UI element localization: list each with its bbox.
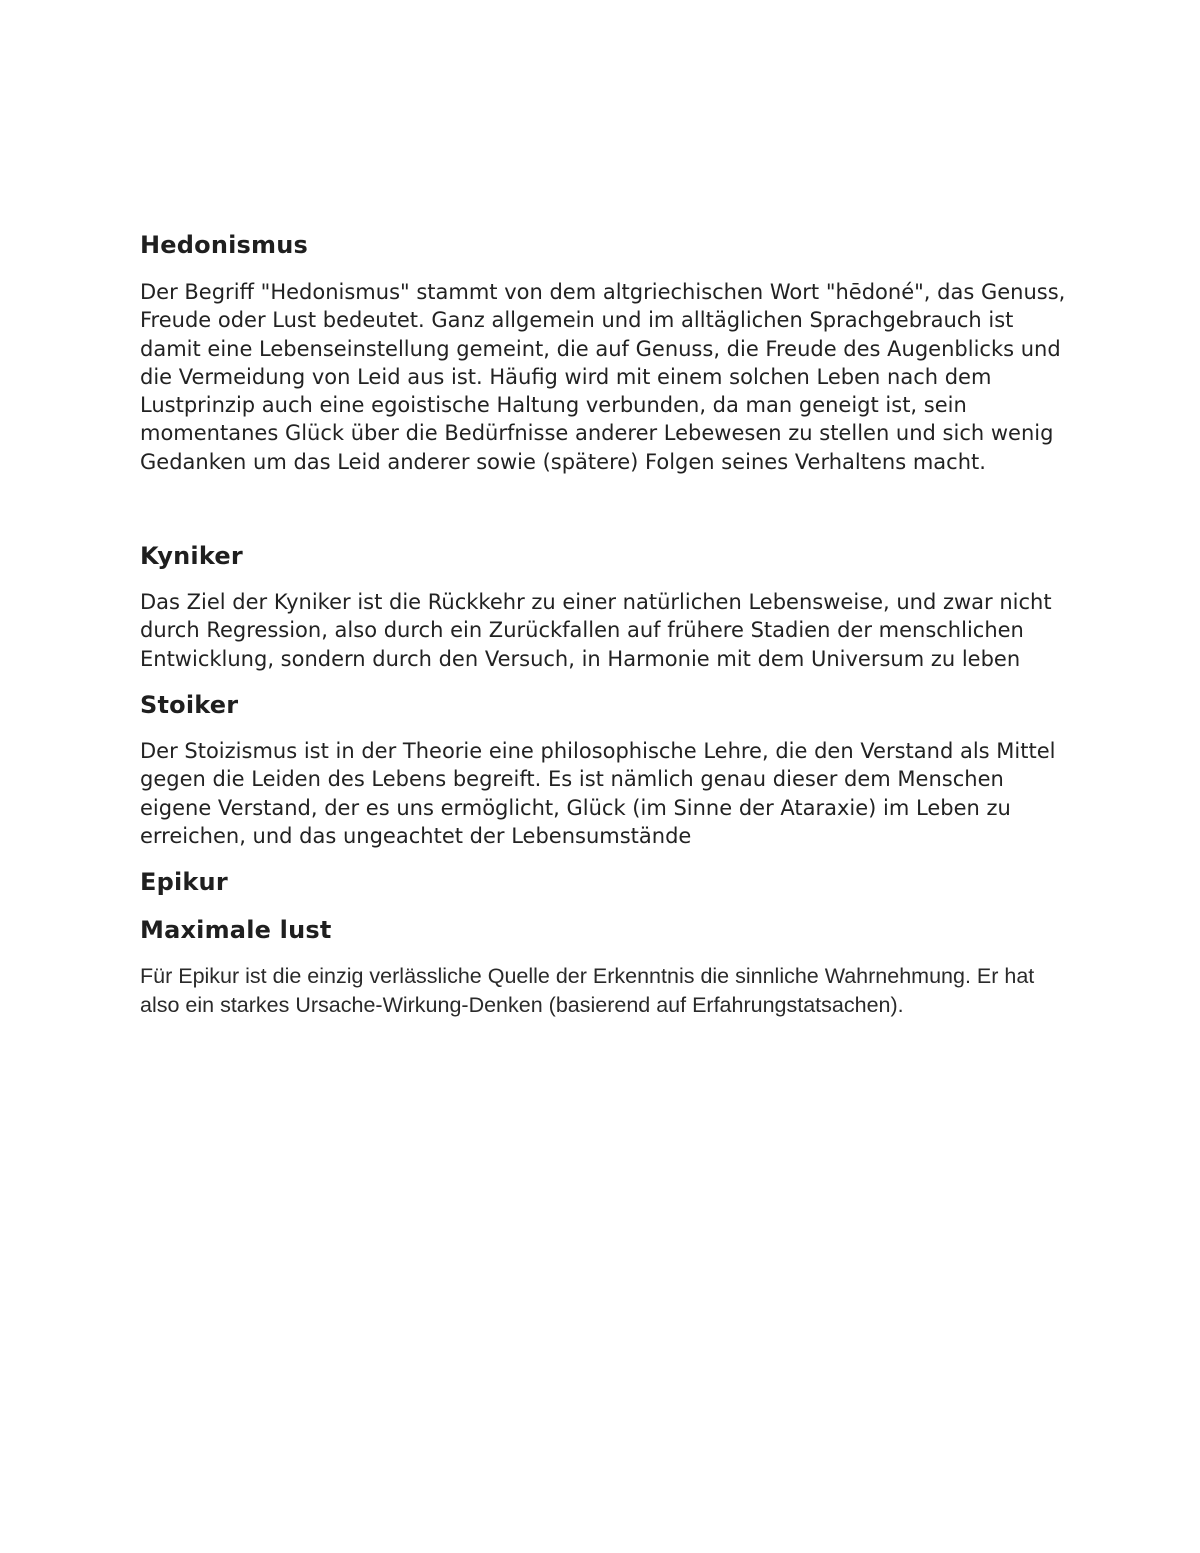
section-stoiker	[140, 688, 1070, 850]
subheading-maximale-lust: Maximale lust	[140, 916, 332, 945]
paragraph-epikur: Für Epikur ist die einzig verlässliche Quelle der Erkenntnis die sinnliche Wahrnehmung. Er hat also ein starkes Ursache-Wirkung-Denken (basierend auf Erfahrungstatsachen).	[140, 964, 1035, 1017]
heading-epikur: Epikur	[140, 868, 228, 897]
heading-kyniker: Kyniker	[140, 542, 243, 571]
section-epikur	[140, 865, 1070, 1019]
section-kyniker	[140, 539, 1070, 673]
section-hedonismus	[140, 228, 1070, 476]
paragraph-hedonismus: Der Begriff "Hedonismus" stammt von dem altgriechischen Wort "hēdoné", das Genuss, Freude oder Lust bedeutet. Ganz allgemein und im alltäglichen Sprachgebrauch ist damit eine Lebenseinstellung gemeint, die auf Genuss, die Freude des Augenblicks und die Vermeidung von Leid aus ist. Häufig wird mit einem solchen Leben nach dem Lustprinzip auch eine egoistische Haltung verbunden, da man geneigt ist, sein momentanes Glück über die Bedürfnisse anderer Lebewesen zu stellen und sich wenig Gedanken um das Leid anderer sowie (spätere) Folgen seines Verhaltens macht.	[140, 280, 1066, 474]
heading-hedonismus: Hedonismus	[140, 231, 309, 259]
document-content	[140, 228, 1070, 1019]
paragraph-kyniker: Das Ziel der Kyniker ist die Rückkehr zu einer natürlichen Lebensweise, und zwar nicht durch Regression, also durch ein Zurückfallen auf frühere Stadien der menschlichen Entwicklung, sondern durch den Versuch, in Harmonie mit dem Universum zu leben	[140, 590, 1052, 671]
heading-stoiker: Stoiker	[140, 690, 239, 719]
paragraph-stoiker: Der Stoizismus ist in der Theorie eine philosophische Lehre, die den Verstand als Mittel gegen die Leiden des Lebens begreift. Es ist nämlich genau dieser dem Menschen eigene Verstand, der es uns ermöglicht, Glück (im Sinne der Ataraxie) im Leben zu erreichen, und das ungeachtet der Lebensumstände	[140, 738, 1056, 848]
